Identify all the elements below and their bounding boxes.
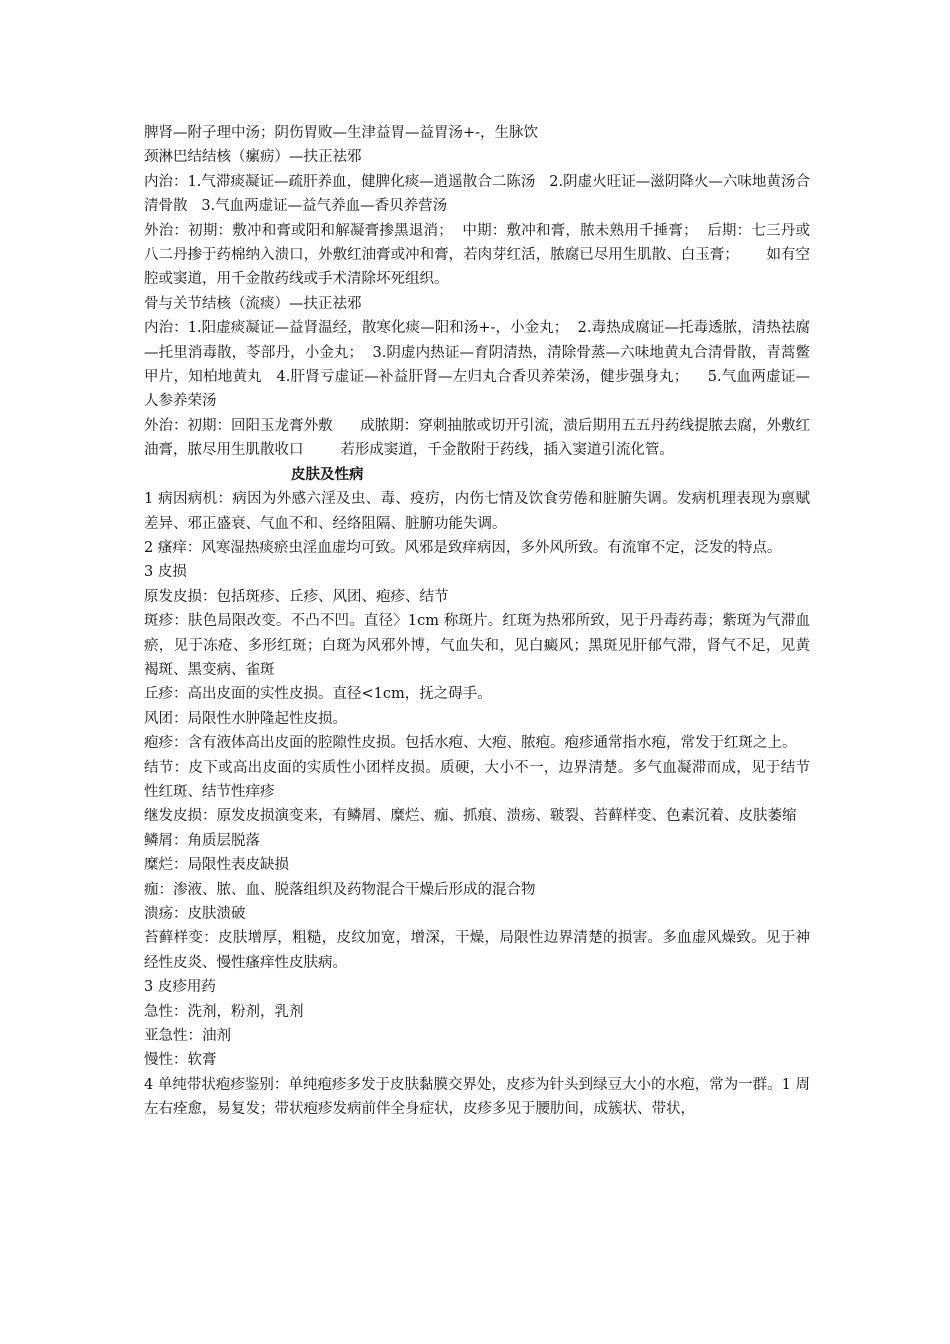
paragraph-macule: 斑疹：肤色局限改变。不凸不凹。直径〉1cm 称斑片。红斑为热邪所致，见于丹毒药毒；紫斑为气滞血瘀，见于冻疮、多形红斑；白斑为风邪外博，气血失和，见白癜风；黑斑见肝郁气滞，肾气不足，见黄褐斑、黑变病、雀斑 [144,613,810,678]
paragraph-erosion: 糜烂：局限性表皮缺损 [144,857,289,874]
paragraph-nodule: 结节：皮下或高出皮面的实质性小团样皮损。质硬，大小不一，边界清楚。多气血凝滞而成，见于结节性红斑、结节性痒疹 [144,759,810,800]
paragraph-herpes-differentiation: 4 单纯带状疱疹鉴别：单纯疱疹多发于皮肤黏膜交界处，皮疹为针头到绿豆大小的水疱，常为一群。1 周左右痊愈，易复发；带状疱疹发病前伴全身症状，皮疹多见于腰肋间，成簇状、带状， [144,1076,810,1118]
paragraph-pruritus: 2 瘙痒：风寒湿热痰瘀虫淫血虚均可致。风邪是致痒病因，多外风所致。有流窜不定，泛发的特点。 [144,539,782,556]
document-page [144,121,810,1122]
paragraph-scrofula-internal: 内治：1.气滞痰凝证—疏肝养血，健脾化痰—逍遥散合二陈汤 2.阴虚火旺证—滋阴降火—六味地黄汤合清骨散 3.气血两虚证—益气养血—香贝养营汤 [144,173,810,215]
paragraph-subacute: 亚急性：油剂 [144,1028,231,1045]
paragraph-bone-tb-title: 骨与关节结核（流痰）—扶正祛邪 [144,295,362,312]
paragraph-ulcer: 溃疡：皮肤溃破 [144,906,246,922]
paragraph-papule: 丘疹：高出皮面的实性皮损。直径<1cm，抚之碍手。 [144,686,492,703]
paragraph-wheal: 风团：局限性水肿隆起性皮损。 [144,710,347,727]
paragraph-rash-medication-title: 3 皮疹用药 [144,979,216,996]
paragraph-secondary-lesions: 继发皮损：原发皮损演变来，有鳞屑、糜烂、痂、抓痕、溃疡、皲裂、苔藓样变、色素沉着、皮肤萎缩 [144,808,797,825]
paragraph-scrofula-external: 外治：初期：敷冲和膏或阳和解凝膏掺黑退消； 中期：敷冲和膏，脓未熟用千捶膏； 后期：七三丹或八二丹掺于药棉纳入溃口，外敷红油膏或冲和膏，若肉芽红活，脓腐已尽用生肌散、白玉膏； 如有空腔或窦道，用千金散药线或手术清除坏死组织。 [144,222,810,288]
paragraph-lichenification: 苔藓样变：皮肤增厚，粗糙，皮纹加宽，增深，干燥，局限性边界清楚的损害。多血虚风燥致。见于神经性皮炎、慢性瘙痒性皮肤病。 [144,930,810,971]
paragraph-etiology: 1 病因病机：病因为外感六淫及虫、毒、疫疠，内伤七情及饮食劳倦和脏腑失调。发病机理表现为禀赋差异、邪正盛衰、气血不和、经络阻隔、脏腑功能失调。 [144,491,810,532]
paragraph-bone-tb-internal: 内治：1.阳虚痰凝证—益肾温经，散寒化痰—阳和汤+-，小金丸； 2.毒热成腐证—托毒透脓，清热祛腐—托里消毒散，苓部丹，小金丸； 3.阴虚内热证—育阴清热，清除骨蒸—六味地黄丸合清骨散，青蒿鳖甲片，知柏地黄丸 4.肝肾亏虚证—补益肝肾—左归丸合香贝养荣汤，健步强身丸； 5.气血两虚证—人参养荣汤 [144,320,810,410]
paragraph-acute: 急性：洗剂，粉剂，乳剂 [144,1003,304,1020]
paragraph-scrofula-title: 颈淋巴结结核（瘰疬）—扶正祛邪 [144,149,362,166]
paragraph-crust: 痂：渗液、脓、血、脱落组织及药物混合干燥后形成的混合物 [144,881,536,898]
section-heading: 皮肤及性病 [291,465,364,483]
paragraph-spleen-kidney: 脾肾—附子理中汤；阴伤胃败—生津益胃—益胃汤+-，生脉饮 [144,125,539,141]
paragraph-scale: 鳞屑：角质层脱落 [144,832,260,849]
paragraph-primary-lesions: 原发皮损：包括斑疹、丘疹、风团、疱疹、结节 [144,588,449,605]
paragraph-chronic: 慢性：软膏 [144,1052,217,1069]
paragraph-bone-tb-external: 外治：初期：回阳玉龙膏外敷 成脓期：穿刺抽脓或切开引流，溃后期用五五丹药线提脓去腐，外敷红油膏，脓尽用生肌散收口 若形成窦道，千金散附于药线，插入窦道引流化管。 [144,417,810,459]
paragraph-vesicle: 疱疹：含有液体高出皮面的腔隙性皮损。包括水疱、大疱、脓疱。疱疹通常指水疱，常发于红斑之上。 [144,735,797,752]
paragraph-lesions-title: 3 皮损 [144,564,187,581]
